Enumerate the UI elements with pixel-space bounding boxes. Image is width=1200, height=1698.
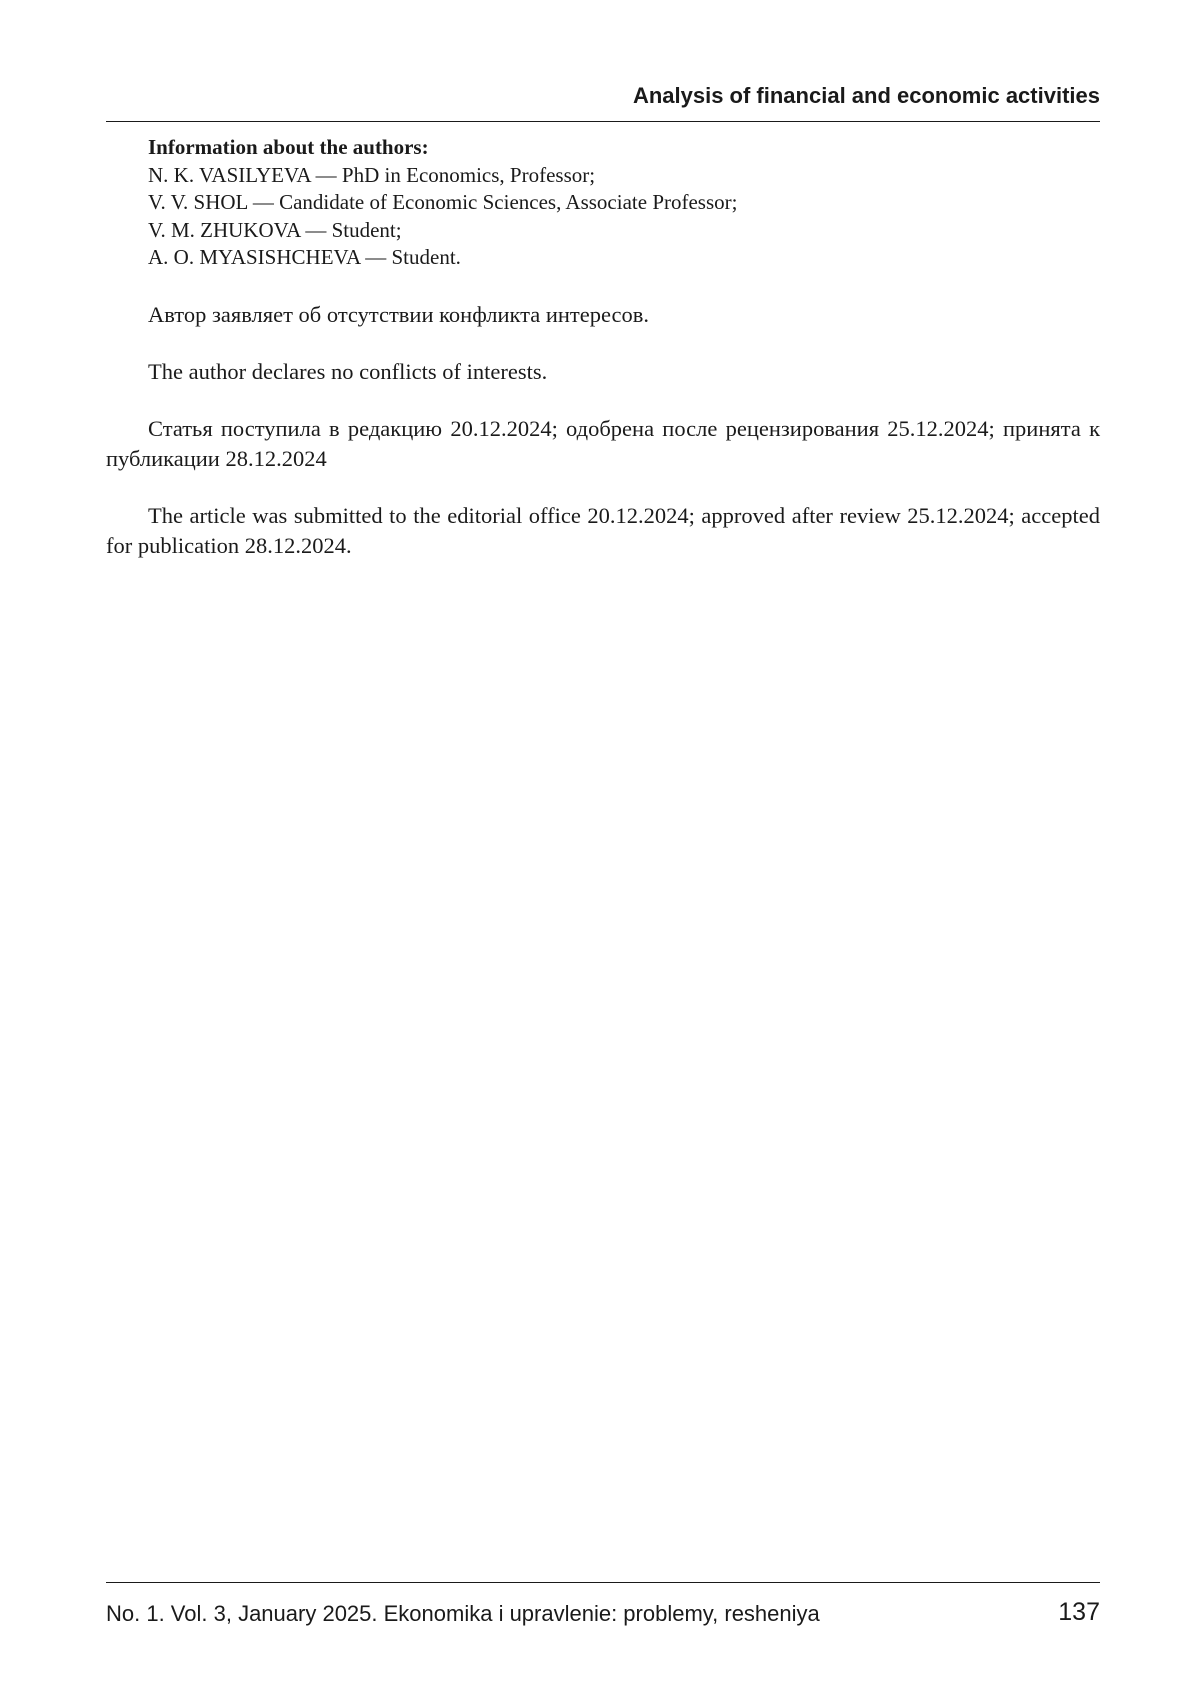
running-head: Analysis of financial and economic activities (632, 83, 1100, 108)
footer-rule (106, 1582, 1100, 1583)
author-entry: A. O. MYASISHCHEVA — Student. (148, 245, 461, 269)
page-number: 137 (1058, 1598, 1100, 1626)
submission-history-ru: Статья поступила в редакцию 20.12.2024; одобрена после рецензирования 25.12.2024; принята к публикации 28.12.2024 (106, 415, 1100, 471)
authors-heading: Information about the authors: (148, 135, 429, 159)
conflict-statement-en: The author declares no conflicts of interests. (148, 358, 548, 384)
conflict-statement-ru: Автор заявляет об отсутствии конфликта интересов. (148, 301, 650, 327)
authors-info (148, 134, 1100, 272)
author-entry: V. M. ZHUKOVA — Student; (148, 217, 402, 242)
journal-citation: No. 1. Vol. 3, January 2025. Ekonomika i upravlenie: problemy, resheniya (106, 1601, 820, 1626)
author-entry: N. K. VASILYEVA — PhD in Economics, Professor; (148, 162, 596, 187)
header-rule (106, 121, 1100, 122)
submission-history-en: The article was submitted to the editorial office 20.12.2024; approved after review 25.12.2024; accepted for publication 28.12.2024. (106, 502, 1100, 558)
page-content (106, 134, 1100, 561)
author-entry: V. V. SHOL — Candidate of Economic Sciences, Associate Professor; (148, 190, 738, 214)
